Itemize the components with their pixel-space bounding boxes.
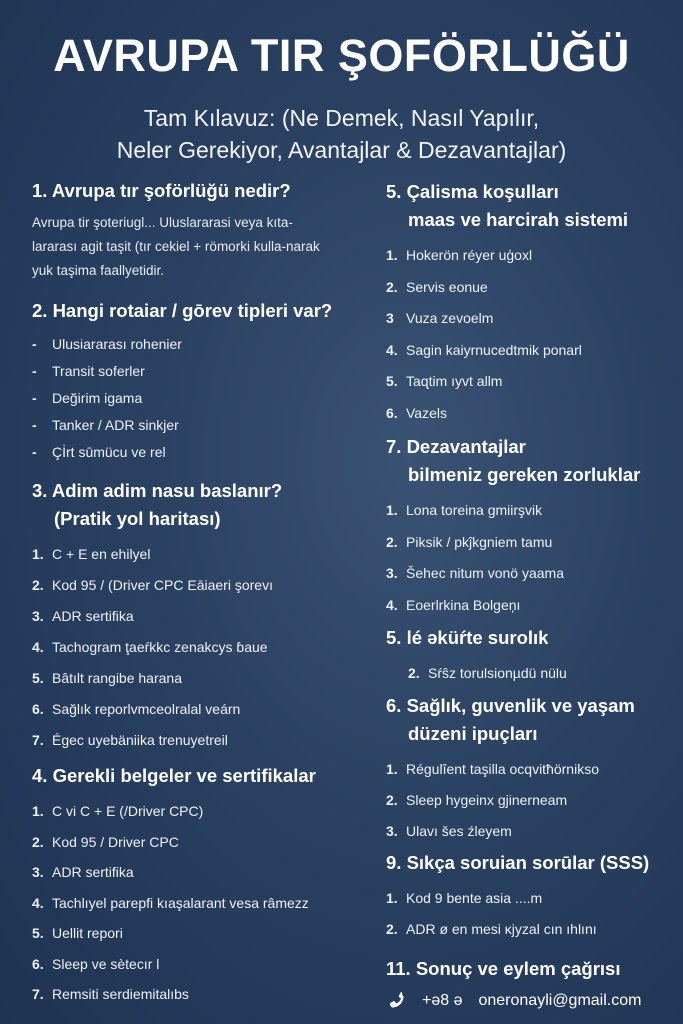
list-item <box>386 272 628 304</box>
list-item-marker: 2. <box>386 278 398 295</box>
list-item <box>408 658 567 688</box>
contact-phone-number[interactable]: +ə8 ə <box>422 992 463 1009</box>
list-item-text: Tachlıyel parepfi kıaşalarant vesa râmezz <box>52 894 309 911</box>
list-item-marker: 1. <box>32 803 44 819</box>
list-item <box>32 385 332 412</box>
list-item-marker: 4. <box>32 639 44 655</box>
list-item-marker: 2. <box>32 577 44 593</box>
section-6 <box>386 692 635 847</box>
page-title: AVRUPA TIR ŞOFÖRLÜĞÜ <box>53 30 630 81</box>
section-9-list <box>386 883 649 945</box>
list-item-text: Lona toreina gmiirşvik <box>406 502 543 518</box>
subtitle-line-2: Neler Gerekiyor, Avantajlar & Dezavantajlar) <box>116 137 567 163</box>
list-item-text: Sagin kaiyrnucedtmik ponarl <box>406 341 582 358</box>
list-item-marker: 3. <box>32 864 44 880</box>
list-item <box>32 570 282 601</box>
list-item-text: ADR sertifika <box>52 608 134 624</box>
list-item-text: Değirim igama <box>52 390 143 406</box>
list-item <box>32 979 316 1010</box>
list-item-text: Bâtılt rangibe harana <box>52 670 182 686</box>
section-5-title-line-2: maas ve harcirah sistemi <box>408 209 629 230</box>
list-item-marker: 4. <box>32 894 44 911</box>
list-item-text: Régulîent taşilla ocqvitħörnikso <box>406 761 599 777</box>
list-item <box>32 358 332 385</box>
page-subtitle <box>0 102 683 166</box>
section-3-list <box>32 539 282 756</box>
section-7-list <box>386 495 640 621</box>
list-item-marker: - <box>32 390 37 406</box>
section-6-title-line-2: düzeni ipuçları <box>408 723 538 744</box>
list-item <box>32 439 332 466</box>
list-item-text: ADR ø en mesi ĸjyzal cın ıhlını <box>406 921 597 937</box>
section-5b <box>386 624 567 688</box>
section-1 <box>32 177 332 283</box>
list-item-text: Sağlık reporlvmceolralal veárn <box>52 701 241 717</box>
contact-email[interactable]: oneronayli@gmail.com <box>478 992 642 1009</box>
list-item-marker: - <box>32 417 37 433</box>
list-item <box>32 888 316 919</box>
list-item <box>32 796 316 827</box>
list-item-marker: - <box>32 363 37 379</box>
list-item-text: Uellit repori <box>52 925 123 941</box>
list-item <box>386 366 628 398</box>
list-item-marker: 1. <box>386 502 398 518</box>
list-item <box>386 303 628 335</box>
list-item-text: Hokerön réyer uģoxl <box>406 247 533 263</box>
list-item <box>386 398 628 430</box>
list-item-text: Eoerlrkina Bolgeņı <box>406 596 521 613</box>
list-item-text: Sleep ve sètecır l <box>52 955 160 972</box>
list-item-marker: 2. <box>32 833 44 850</box>
list-item-marker: 1. <box>386 247 398 263</box>
section-5-title <box>386 178 628 234</box>
section-6-title <box>386 692 635 748</box>
list-item-marker: 3. <box>386 565 398 581</box>
list-item-marker: 1. <box>386 761 398 777</box>
list-item <box>386 785 635 816</box>
subtitle-line-1: Tam Kılavuz: (Ne Demek, Nasıl Yapılır, <box>143 105 540 131</box>
list-item <box>386 558 640 590</box>
section-5-list <box>386 240 628 429</box>
list-item-marker: 1. <box>32 546 44 562</box>
list-item-marker: 5. <box>32 925 44 941</box>
list-item <box>386 335 628 367</box>
section-4-list <box>32 796 316 1010</box>
list-item <box>32 412 332 439</box>
section-2-title: 2. Hangi rotaiar / gōrev tipleri var? <box>32 300 333 321</box>
list-item-text: Taɋtim ıyvt allm <box>406 373 503 389</box>
list-item <box>32 949 316 980</box>
list-item-marker: 1. <box>386 890 398 906</box>
section-7 <box>386 433 640 621</box>
section-3-title-line-2: (Pratik yol haritası) <box>54 508 221 529</box>
list-item-marker: 7. <box>32 986 44 1002</box>
list-item-text: Kod 95 / Driver CPC <box>52 833 179 850</box>
list-item <box>386 590 640 622</box>
section-9 <box>386 849 649 945</box>
list-item <box>386 754 635 785</box>
section-11-title: 11. Sonuç ve eylem çağrısı <box>386 958 621 979</box>
section-5b-list <box>386 658 567 688</box>
list-item-text: Ulusiararası rohenier <box>52 336 182 352</box>
section-3-title-line-1: 3. Adim adim nasu baslanır? <box>32 480 283 501</box>
list-item-marker: 4. <box>386 341 398 358</box>
list-item-text: Kod 95 / (Driver CPC Eāiaeri şorevı <box>52 577 273 593</box>
section-1-paragraph: Avrupa tir şoteriugl... Uluslararasi veya kıta-lararası agit taşit (tır cekiel + römorki kulla-narak yuk taşima faallyetidir. <box>32 215 320 278</box>
section-7-title <box>386 433 640 489</box>
list-item <box>32 918 316 949</box>
list-item <box>386 816 635 847</box>
list-item-marker: 6. <box>32 955 44 972</box>
list-item <box>32 725 282 756</box>
list-item-text: Transit soferler <box>52 363 145 379</box>
list-item-marker: 2. <box>386 533 398 550</box>
list-item-marker: - <box>32 444 37 460</box>
section-9-title: 9. Sıkça soruian sorūlar (SSS) <box>386 852 650 873</box>
section-3-title <box>32 477 282 533</box>
list-item-text: Ulavı šes źleyem <box>406 823 512 839</box>
section-3 <box>32 477 282 756</box>
list-item-text: C vi C + E (/Driver CPC) <box>52 803 204 819</box>
list-item-text: Tachogram ţaeŕkkc zenakcys ɓaue <box>52 639 268 655</box>
list-item <box>386 527 640 559</box>
list-item <box>32 601 282 632</box>
list-item-marker: 6. <box>32 701 44 717</box>
list-item-marker: 6. <box>386 404 398 421</box>
list-item-marker: 3. <box>32 608 44 624</box>
list-item-text: Tanker / ADR sinkjer <box>52 417 179 433</box>
list-item-text: Égec uyebäniika trenuyetreil <box>52 732 228 748</box>
list-item-text: Remsiti serdiemitalıbs <box>52 986 189 1002</box>
list-item-text: C + E en ehilyel <box>52 546 151 562</box>
list-item <box>386 240 628 272</box>
list-item <box>32 857 316 888</box>
list-item <box>32 539 282 570</box>
list-item-text: Vuza zevoelm <box>406 310 494 326</box>
list-item <box>32 694 282 725</box>
list-item <box>386 914 649 945</box>
list-item-marker: 5. <box>386 373 398 389</box>
list-item <box>32 827 316 858</box>
list-item <box>32 331 332 358</box>
section-2 <box>32 297 332 466</box>
section-5-title-line-1: 5. Çalisma koşulları <box>386 181 559 202</box>
section-4 <box>32 762 316 1010</box>
section-6-title-line-1: 6. Sağlık, guvenlik ve yaşam <box>386 695 635 716</box>
phone-icon <box>386 990 408 1012</box>
list-item <box>32 663 282 694</box>
list-item-text: Servis eonue <box>406 278 488 295</box>
list-item-text: Šehec nitum vonö yaama <box>406 565 564 581</box>
section-4-title: 4. Gerekli belgeler ve sertifikalar <box>32 765 316 786</box>
section-7-title-line-2: bilmeniz gereken zorluklar <box>408 464 641 485</box>
list-item-marker: 5. <box>32 670 44 686</box>
section-5 <box>386 178 628 429</box>
contact-row <box>386 990 641 1012</box>
list-item-marker: 2. <box>386 792 398 808</box>
list-item-text: ADR sertifika <box>52 864 134 880</box>
list-item <box>32 632 282 663</box>
list-item <box>386 495 640 527</box>
list-item-marker: 4. <box>386 596 398 613</box>
section-6-list <box>386 754 635 847</box>
list-item-text: Sleep hygeinx gjinerneam <box>406 792 568 808</box>
list-item-text: Çİrt sūmücu ve rel <box>52 444 166 460</box>
list-item-marker: 3. <box>386 823 398 839</box>
list-item-marker: - <box>32 336 37 352</box>
section-5b-title: 5. lé əküŕte surolık <box>386 627 549 648</box>
list-item-marker: 2. <box>386 921 398 937</box>
list-item-text: Sŕŝz torulsionµdü nülu <box>428 665 567 681</box>
section-2-list <box>32 331 332 466</box>
list-item-marker: 7. <box>32 732 44 748</box>
list-item-marker: 3 <box>386 310 394 326</box>
section-11 <box>386 955 620 983</box>
section-1-title: 1. Avrupa tır şoförlüğü nedir? <box>32 180 291 201</box>
list-item-text: Piksik / pkĵkgniem tamu <box>406 533 553 550</box>
section-7-title-line-1: 7. Dezavantajlar <box>386 436 526 457</box>
list-item-text: Vazels <box>406 404 447 421</box>
list-item-text: Kod 9 bente asia ....m <box>406 890 543 906</box>
list-item <box>386 883 649 914</box>
list-item-marker: 2. <box>408 665 420 681</box>
